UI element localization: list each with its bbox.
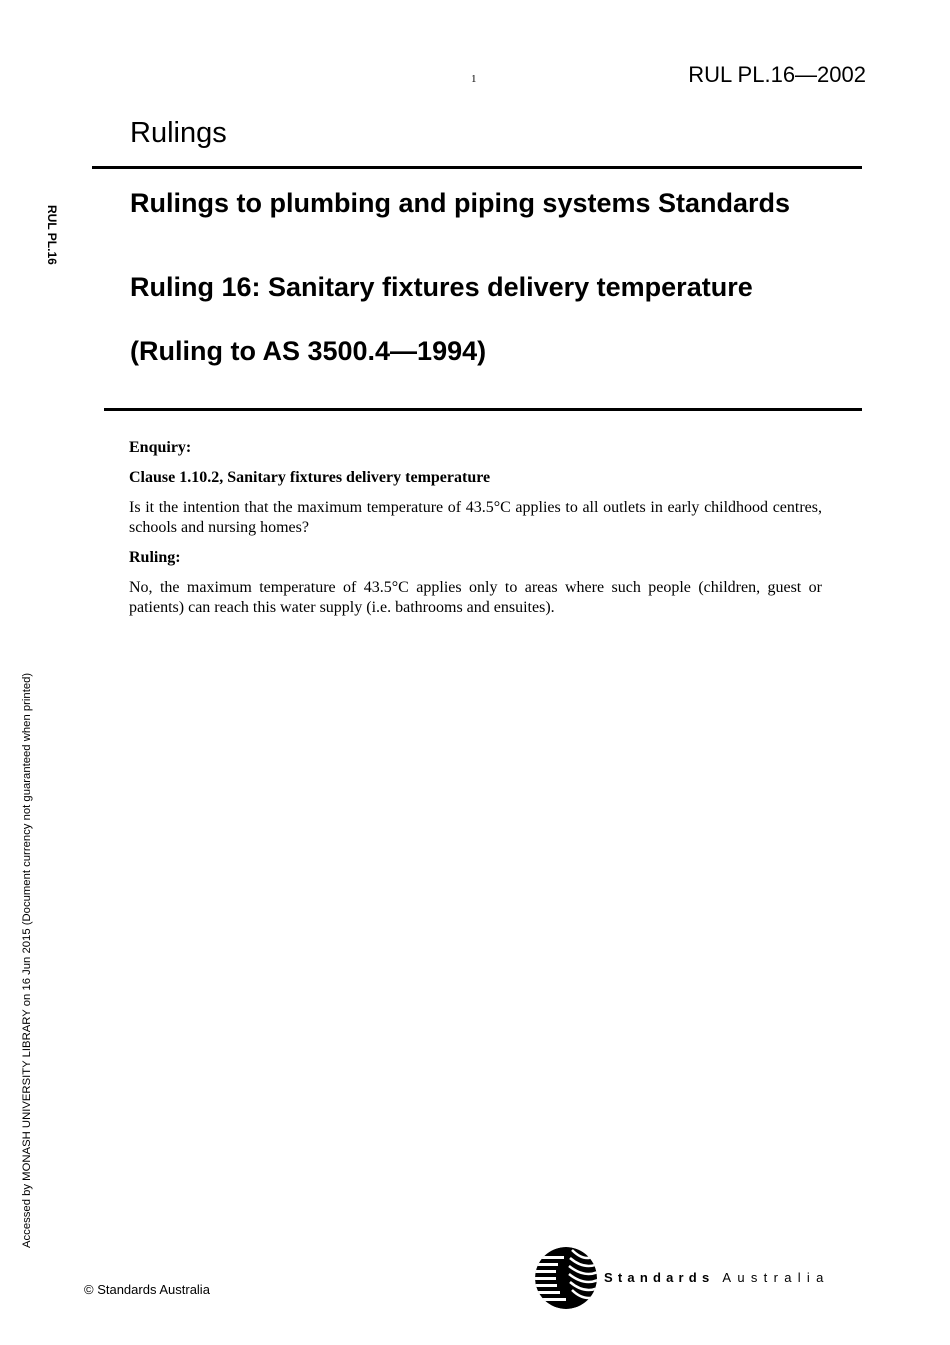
access-note: Accessed by MONASH UNIVERSITY LIBRARY on 16 Jun 2015 (Document currency not guaranteed when printed): [21, 672, 33, 1248]
enquiry-heading: Enquiry:: [129, 439, 192, 456]
ruling-reference: (Ruling to AS 3500.4—1994): [130, 336, 487, 366]
logo-word-standards: Standards: [604, 1270, 715, 1285]
standards-australia-logo: [534, 1246, 884, 1310]
ruling-text: No, the maximum temperature of 43.5°C applies only to areas where such people (children, guest or patients) can reach this water supply (i.e. bathrooms and ensuites).: [129, 579, 822, 616]
page-number: 1: [471, 73, 477, 85]
ruling-title: Ruling 16: Sanitary fixtures delivery temperature: [130, 272, 753, 302]
clause-heading: Clause 1.10.2, Sanitary fixtures delivery temperature: [129, 469, 491, 486]
section-title: Rulings: [130, 117, 227, 149]
standards-australia-icon: [534, 1246, 598, 1310]
side-document-code: RUL PL.16: [45, 205, 59, 265]
logo-wordmark: [604, 1270, 830, 1285]
bottom-rule: [104, 408, 862, 411]
document-title: Rulings to plumbing and piping systems Standards: [130, 188, 791, 218]
ruling-heading: Ruling:: [129, 549, 181, 566]
enquiry-text: Is it the intention that the maximum temperature of 43.5°C applies to all outlets in early childhood centres, schools and nursing homes?: [129, 499, 822, 536]
logo-word-australia: Australia: [722, 1270, 830, 1285]
body-content: [129, 438, 822, 628]
top-rule: [92, 166, 862, 169]
copyright: © Standards Australia: [84, 1282, 210, 1297]
document-code: RUL PL.16—2002: [688, 62, 866, 87]
